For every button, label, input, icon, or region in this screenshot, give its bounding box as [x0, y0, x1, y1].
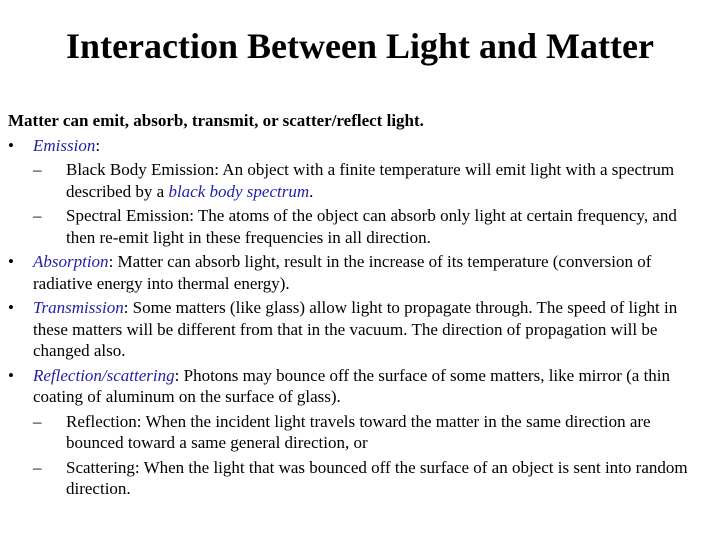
reflection-sub-text: Reflection: When the incident light travels toward the matter in the same direction are bounced toward a same general direction, or — [66, 411, 651, 452]
absorption-term: Absorption — [33, 252, 109, 271]
subbullet-scattering — [8, 457, 710, 500]
emission-rest: : — [95, 135, 101, 155]
dash-marker: – — [33, 206, 42, 225]
bullet-emission — [8, 135, 710, 157]
dash-marker: – — [33, 457, 42, 477]
reflection-rest: : Photons may bounce off the surface of some matters, like mirror (a thin coating of aluminum on the surface of glass). — [33, 365, 671, 406]
spectral-text: Spectral Emission: The atoms of the object can absorb only light at certain frequency, and then re-emit light in these frequencies in all direction. — [66, 206, 677, 247]
blackbody-prefix: Black Body Emission: An object with a finite temperature will emit light with a spectrum described by a — [66, 160, 675, 201]
subbullet-spectral — [8, 205, 710, 248]
blackbody-suffix: . — [309, 181, 314, 201]
emission-term: Emission — [33, 135, 96, 155]
bullet-reflection-scattering — [8, 365, 710, 408]
dash-marker: – — [33, 160, 42, 179]
transmission-term: Transmission — [33, 298, 124, 317]
dash-marker: – — [33, 411, 42, 431]
scattering-sub-text: Scattering: When the light that was bounced off the surface of an object is sent into random direction. — [66, 457, 688, 498]
bullet-marker: • — [8, 135, 14, 155]
subbullet-reflection — [8, 411, 710, 454]
intro-text: Matter can emit, absorb, transmit, or scatter/reflect light. — [8, 111, 424, 130]
transmission-rest: : Some matters (like glass) allow light to propagate through. The speed of light in these matters will be different from that in the vacuum. The direction of propagation will be changed also. — [33, 298, 678, 360]
subbullet-blackbody — [8, 159, 710, 202]
bullet-marker: • — [8, 298, 14, 317]
slide-body — [8, 110, 710, 503]
bullet-transmission — [8, 297, 710, 362]
bullet-absorption — [8, 251, 710, 294]
reflection-term: Reflection/scattering — [33, 365, 175, 385]
absorption-rest: : Matter can absorb light, result in the increase of its temperature (conversion of radiative energy into thermal energy). — [33, 252, 652, 293]
bullet-marker: • — [8, 252, 14, 271]
blackbody-term: black body spectrum — [168, 181, 310, 201]
bullet-marker: • — [8, 365, 14, 385]
slide-title: Interaction Between Light and Matter — [66, 26, 654, 66]
